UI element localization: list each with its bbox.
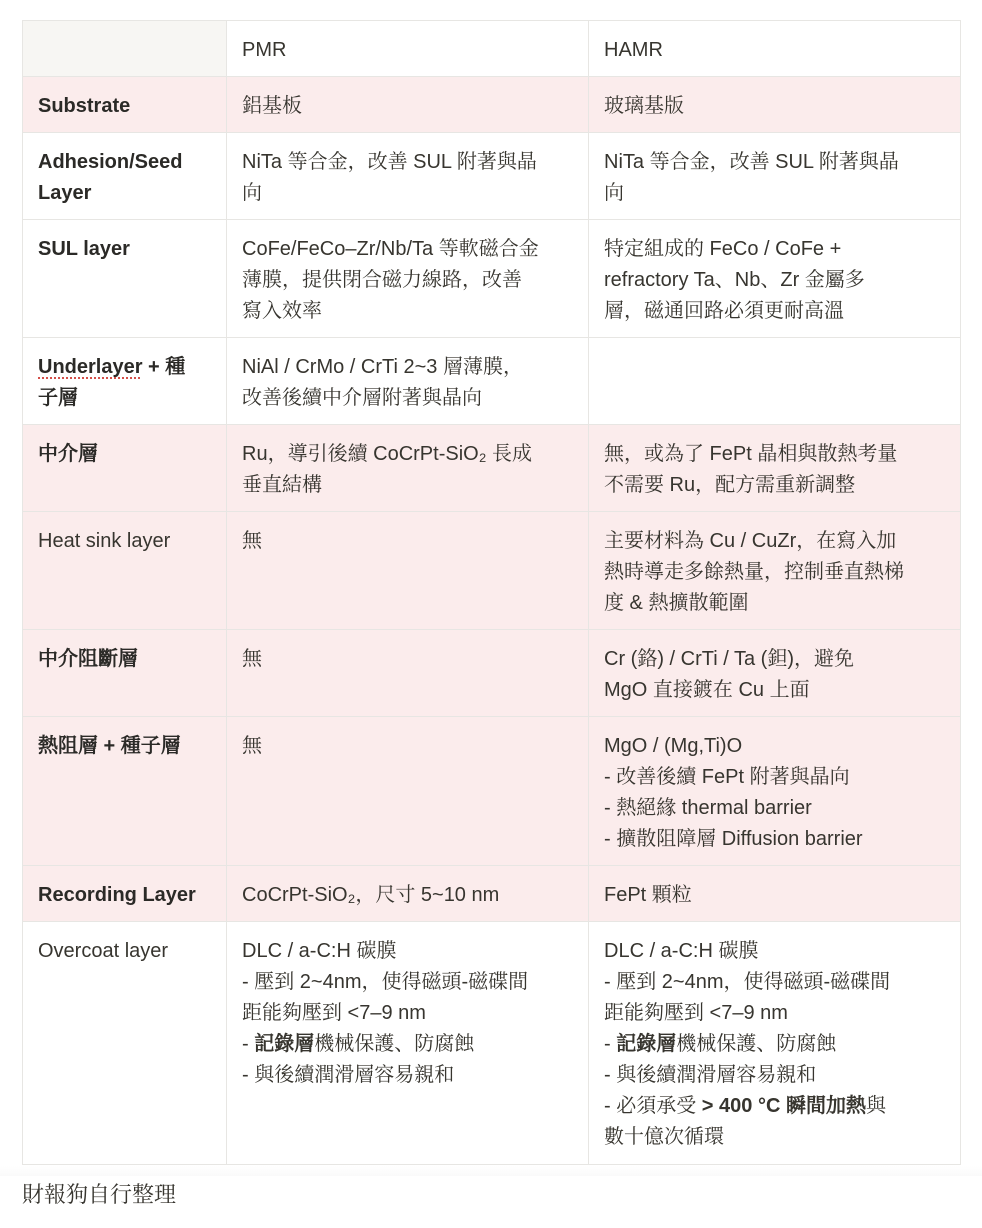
row-label: Underlayer + 種 子層 — [23, 338, 227, 425]
row-label: Recording Layer — [23, 866, 227, 922]
table-row — [23, 220, 961, 338]
table-row — [23, 866, 961, 922]
hamr-cell: NiTa 等合金，改善 SUL 附著與晶 向 — [589, 133, 961, 220]
source-caption: 財報狗自行整理 — [22, 1182, 177, 1207]
row-label: 中介層 — [23, 425, 227, 512]
hamr-cell: 特定組成的 FeCo / CoFe + refractory Ta、Nb、Zr 金屬多 層，磁通回路必須更耐高溫 — [589, 220, 961, 338]
row-label: Overcoat layer — [23, 922, 227, 1165]
pmr-cell: 無 — [227, 630, 589, 717]
table-row — [23, 922, 961, 1165]
pmr-cell: DLC / a-C:H 碳膜 - 壓到 2~4nm，使得磁頭-磁碟間 距能夠壓到 <7–9 nm - 記錄層機械保護、防腐蝕 - 與後續潤滑層容易親和 — [227, 922, 589, 1165]
pmr-cell: NiAl / CrMo / CrTi 2~3 層薄膜， 改善後續中介層附著與晶向 — [227, 338, 589, 425]
header-row — [23, 21, 961, 77]
pmr-cell: 鋁基板 — [227, 77, 589, 133]
hamr-cell: 玻璃基版 — [589, 77, 961, 133]
hamr-cell: DLC / a-C:H 碳膜 - 壓到 2~4nm，使得磁頭-磁碟間 距能夠壓到 <7–9 nm - 記錄層機械保護、防腐蝕 - 與後續潤滑層容易親和 - 必須承受 > 400 °C 瞬間加熱與 數十億次循環 — [589, 922, 961, 1165]
pmr-cell: 無 — [227, 717, 589, 866]
row-label: Adhesion/Seed Layer — [23, 133, 227, 220]
row-label: 中介阻斷層 — [23, 630, 227, 717]
spellcheck-underlined-word: Underlayer — [38, 356, 143, 378]
pmr-hamr-comparison-table — [22, 20, 961, 1165]
table-row — [23, 512, 961, 630]
header-cell-empty — [23, 21, 227, 77]
row-label: Substrate — [23, 77, 227, 133]
row-label: 熱阻層 + 種子層 — [23, 717, 227, 866]
bold-text: 記錄層 — [254, 1033, 315, 1055]
hamr-cell: 主要材料為 Cu / CuZr，在寫入加 熱時導走多餘熱量，控制垂直熱梯 度 & 熱擴散範圍 — [589, 512, 961, 630]
header-cell-hamr: HAMR — [589, 21, 961, 77]
row-label: Heat sink layer — [23, 512, 227, 630]
row-label: SUL layer — [23, 220, 227, 338]
table-row — [23, 630, 961, 717]
header-cell-pmr: PMR — [227, 21, 589, 77]
bold-text: 記錄層 — [616, 1033, 677, 1055]
comparison-table-container — [22, 20, 960, 1165]
hamr-cell-empty — [589, 338, 961, 425]
table-row — [23, 133, 961, 220]
table-row — [23, 425, 961, 512]
pmr-cell: 無 — [227, 512, 589, 630]
pmr-cell: CoFe/FeCo–Zr/Nb/Ta 等軟磁合金 薄膜，提供閉合磁力線路，改善 寫入效率 — [227, 220, 589, 338]
bold-text: > 400 °C 瞬間加熱 — [701, 1095, 866, 1117]
table-row — [23, 717, 961, 866]
pmr-cell: CoCrPt-SiO₂，尺寸 5~10 nm — [227, 866, 589, 922]
pmr-cell: NiTa 等合金，改善 SUL 附著與晶 向 — [227, 133, 589, 220]
hamr-cell: Cr (鉻) / CrTi / Ta (鉭)，避免 MgO 直接鍍在 Cu 上面 — [589, 630, 961, 717]
table-bottom-shadow — [0, 1166, 982, 1176]
table-row — [23, 77, 961, 133]
hamr-cell: 無，或為了 FePt 晶相與散熱考量 不需要 Ru，配方需重新調整 — [589, 425, 961, 512]
table-row — [23, 338, 961, 425]
hamr-cell: FePt 顆粒 — [589, 866, 961, 922]
pmr-cell: Ru，導引後續 CoCrPt-SiO₂ 長成 垂直結構 — [227, 425, 589, 512]
hamr-cell: MgO / (Mg,Ti)O - 改善後續 FePt 附著與晶向 - 熱絕緣 thermal barrier - 擴散阻障層 Diffusion barrier — [589, 717, 961, 866]
